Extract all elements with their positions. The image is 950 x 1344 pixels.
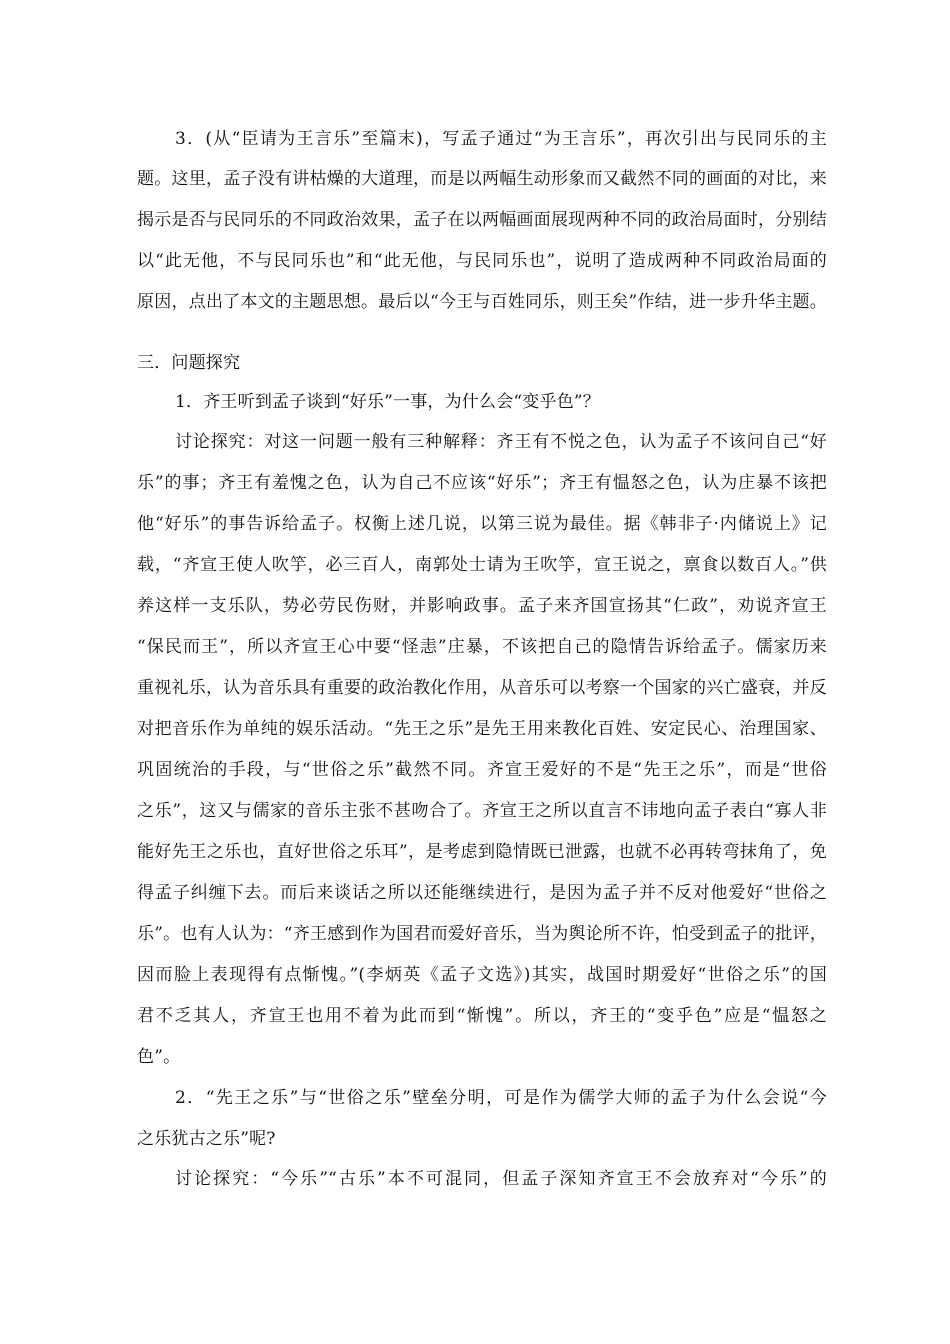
paragraph-line: 题。这里，孟子没有讲枯燥的大道理，而是以两幅生动形象而又截然不同的画面的对比，来	[137, 169, 827, 189]
discussion-line: 巩固统治的手段，与“世俗之乐”截然不同。齐宣王爱好的不是“先王之乐”，而是“世俗	[137, 760, 827, 780]
discussion-line: 重视礼乐，认为音乐具有重要的政治教化作用，从音乐可以考察一个国家的兴亡盛衰，并反	[137, 678, 827, 698]
discussion-line: 对把音乐作为单纯的娱乐活动。“先王之乐”是先王用来教化百姓、安定民心、治理国家、	[137, 719, 827, 739]
question-2-line: 2．“先王之乐”与“世俗之乐”壁垒分明，可是作为儒学大师的孟子为什么会说“今	[175, 1088, 827, 1108]
discussion-line: 之乐”，这又与儒家的音乐主张不甚吻合了。齐宣王之所以直言不讳地向孟子表白“寡人非	[137, 801, 827, 821]
discussion-line: 色”。	[137, 1047, 181, 1067]
discussion-line: 能好先王之乐也，直好世俗之乐耳”，是考虑到隐情既已泄露，也就不必再转弯抹角了，免	[137, 842, 827, 862]
discussion-line: 养这样一支乐队，势必劳民伤财，并影响政事。孟子来齐国宣扬其“仁政”，劝说齐宣王	[137, 596, 827, 616]
discussion-line: 因而脸上表现得有点惭愧。”(李炳英《孟子文选》)其实，战国时期爱好“世俗之乐”的国	[137, 965, 827, 985]
paragraph-line: 3．(从“臣请为王言乐”至篇末)，写孟子通过“为王言乐”，再次引出与民同乐的主	[175, 129, 827, 149]
discussion-line: 载，“齐宣王使人吹竽，必三百人，南郭处士请为王吹竽，宣王说之，禀食以数百人。”供	[137, 555, 827, 575]
discussion-line: 君不乏其人，齐宣王也用不着为此而到“惭愧”。所以，齐王的“变乎色”应是“愠怒之	[137, 1006, 827, 1026]
question-2-line: 之乐犹古之乐”呢?	[137, 1129, 276, 1149]
discussion-line: 他“好乐”的事告诉给孟子。权衡上述几说，以第三说为最佳。据《韩非子·内储说上》记	[137, 514, 827, 534]
discussion-line: 得孟子纠缠下去。而后来谈话之所以还能继续进行，是因为孟子并不反对他爱好“世俗之	[137, 883, 827, 903]
discussion-line: 乐”的事；齐王有羞愧之色，认为自己不应该“好乐”；齐王有愠怒之色，认为庄暴不该把	[137, 473, 827, 493]
paragraph-line: 原因，点出了本文的主题思想。最后以“今王与百姓同乐，则王矣”作结，进一步升华主题。	[137, 292, 827, 312]
discussion-2-line: 讨论探究：“今乐”“古乐”本不可混同，但孟子深知齐宣王不会放弃对“今乐”的	[175, 1169, 827, 1189]
question-1: 1．齐王听到孟子谈到“好乐”一事，为什么会“变乎色”？	[175, 392, 600, 412]
paragraph-line: 揭示是否与民同乐的不同政治效果，孟子在以两幅画面展现两种不同的政治局面时，分别结	[137, 210, 827, 230]
discussion-line: “保民而王”，所以齐宣王心中要“怪恚”庄暴，不该把自己的隐情告诉给孟子。儒家历来	[137, 637, 827, 657]
paragraph-line: 以“此无他，不与民同乐也”和“此无他，与民同乐也”，说明了造成两种不同政治局面的	[137, 251, 827, 271]
discussion-line: 讨论探究：对这一问题一般有三种解释：齐王有不悦之色，认为孟子不该问自己“好	[175, 432, 827, 452]
section-heading: 三．问题探究	[137, 353, 241, 373]
discussion-line: 乐”。也有人认为：“齐王感到作为国君而爱好音乐，当为舆论所不许，怕受到孟子的批评，	[137, 924, 827, 944]
